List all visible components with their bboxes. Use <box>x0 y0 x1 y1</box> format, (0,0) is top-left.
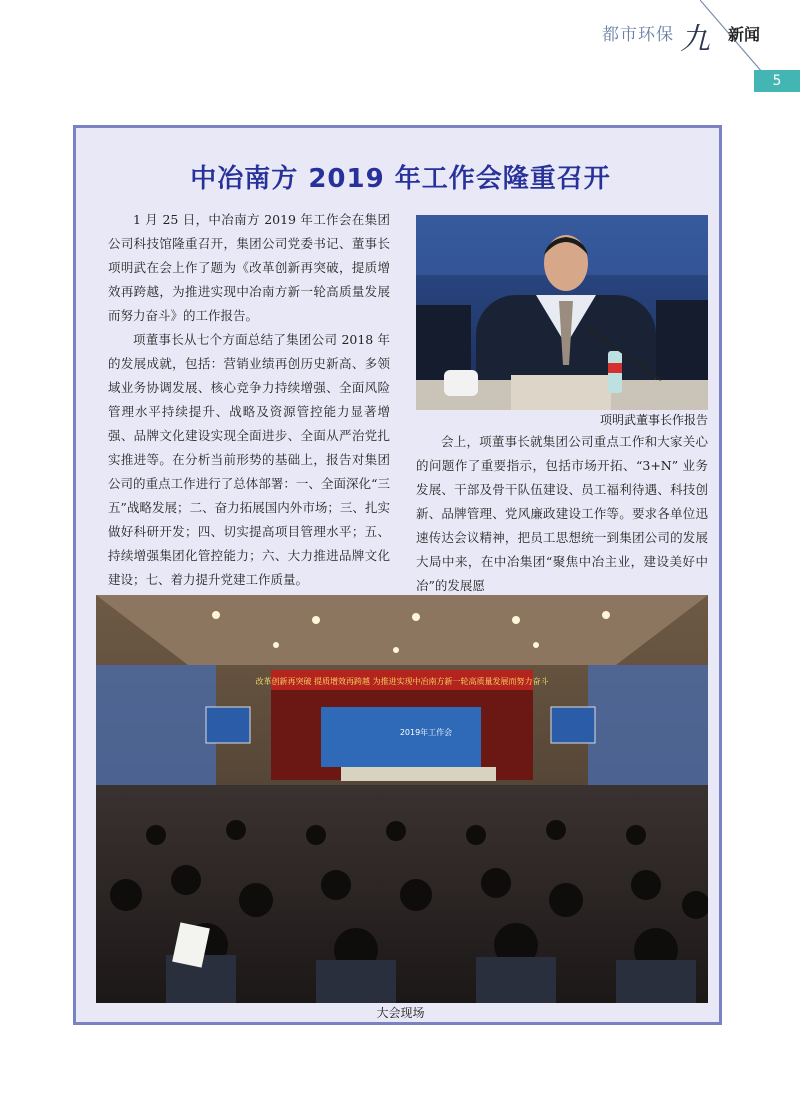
magazine-logo: 九 <box>680 22 710 57</box>
section-label: 新闻 <box>728 25 761 44</box>
article-paragraph: 会上，项董事长就集团公司重点工作和大家关心的问题作了重要指示，包括市场开拓、“3+N” 业务发展、干部及骨干队伍建设、员工福利待遇、科技创新、品牌管理、党风廉政建设工作等。要求各单位迅速传达会议精神，把员工思想统一到集团公司的发展大局中来，在中冶集团“聚焦中冶主业，建设美好中冶”的发展愿 <box>416 434 708 593</box>
chairman-speech-photo <box>416 215 708 410</box>
article-paragraph: 1 月 25 日，中冶南方 2019 年工作会在集团公司科技馆隆重召开，集团公司党委书记、董事长项明武在会上作了题为《改革创新再突破，提质增效再跨越，为推进实现中冶南方新一轮高质量发展而努力奋斗》的工作报告。 <box>108 212 390 323</box>
conference-hall-photo <box>96 595 708 1003</box>
article-title: 中冶南方 2019 年工作会隆重召开 <box>190 164 611 194</box>
article-left-column <box>108 208 390 592</box>
article-frame <box>73 125 722 1025</box>
speech-photo-caption: 项明武董事长作报告 <box>599 413 708 427</box>
hall-photo-caption: 大会现场 <box>376 1006 425 1020</box>
magazine-brand: 都市环保 <box>602 25 674 45</box>
article-right-column <box>416 430 708 598</box>
hall-banner-text: 改革创新再突破 提质增效再跨越 为推进实现中冶南方新一轮高质量发展而努力奋斗 <box>255 677 549 686</box>
article-paragraph: 项董事长从七个方面总结了集团公司 2018 年的发展成就，包括：营销业绩再创历史新高、多领域业务协调发展、核心竞争力持续增强、全面风险管理水平持续提升、战略及资源管控能力显著增强、品牌文化建设实现全面进步、全面从严治党扎实推进等。在分析当前形势的基础上，报告对集团公司的重点工作进行了总体部署：一、全面深化“三五”战略发展；二、奋力拓展国内外市场；三、扎实做好科研开发；四、切实提高项目管理水平；五、持续增强集团化管控能力；六、大力推进品牌文化建设；七、着力提升党建工作质量。 <box>108 332 390 587</box>
page-number: 5 <box>754 70 800 92</box>
hall-screen-text: 2019年工作会 <box>399 728 453 737</box>
